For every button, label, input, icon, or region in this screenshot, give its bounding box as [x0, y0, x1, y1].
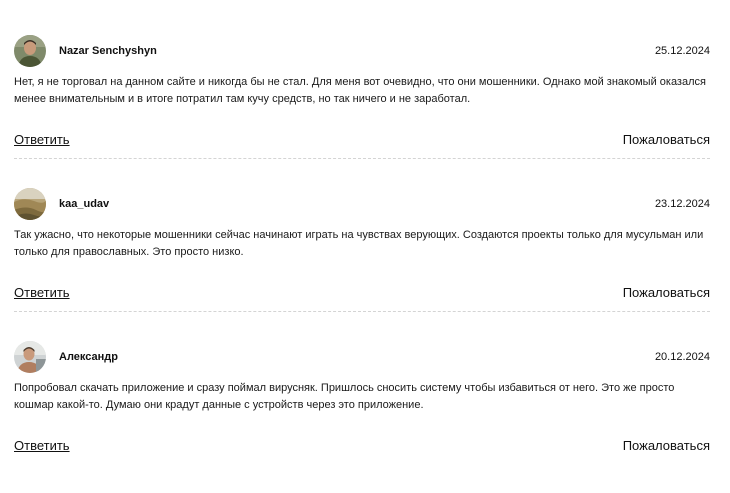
landscape-photo-avatar-icon — [14, 188, 46, 220]
comment-header — [14, 340, 710, 374]
comment-actions — [14, 436, 710, 454]
comment-author: Nazar Senchyshyn — [59, 45, 157, 57]
comment-header — [14, 34, 710, 68]
comment-text: Попробовал скачать приложение и сразу поймал вирусняк. Пришлось сносить систему чтобы избавиться от него. Это же просто кошмар какой-то. Думаю они крадут данные с устройств через это приложение. — [14, 382, 675, 411]
comment-divider — [14, 311, 710, 312]
report-link[interactable]: Пожаловаться — [622, 284, 710, 300]
comment-actions — [14, 283, 710, 301]
user-photo-avatar-icon — [14, 341, 46, 373]
reply-link[interactable]: Ответить — [14, 284, 70, 300]
comment-item — [14, 340, 710, 493]
avatar — [14, 35, 46, 67]
comment-text: Так ужасно, что некоторые мошенники сейчас начинают играть на чувствах верующих. Создаются проекты только для мусульман или только для православных. Это просто низко. — [14, 229, 704, 258]
comment-date: 23.12.2024 — [654, 198, 710, 210]
comment-date: 25.12.2024 — [654, 45, 710, 57]
comment-text: Нет, я не торговал на данном сайте и никогда бы не стал. Для меня вот очевидно, что они мошенники. Однако мой знакомый оказался менее внимательным и в итоге потратил там кучу средств, но так ничего и не заработал. — [14, 76, 706, 105]
comment-actions — [14, 130, 710, 148]
report-link[interactable]: Пожаловаться — [622, 131, 710, 147]
comments-list — [14, 0, 710, 493]
comment-date: 20.12.2024 — [654, 351, 710, 363]
user-photo-avatar-icon — [14, 35, 46, 67]
reply-link[interactable]: Ответить — [14, 131, 70, 147]
avatar — [14, 188, 46, 220]
comment-divider — [14, 158, 710, 159]
avatar — [14, 341, 46, 373]
comment-author: kaa_udav — [59, 198, 110, 210]
comment-header — [14, 187, 710, 221]
reply-link[interactable]: Ответить — [14, 437, 70, 453]
comment-item — [14, 187, 710, 340]
comment-author: Александр — [59, 351, 118, 363]
report-link[interactable]: Пожаловаться — [622, 437, 710, 453]
comment-item — [14, 34, 710, 187]
